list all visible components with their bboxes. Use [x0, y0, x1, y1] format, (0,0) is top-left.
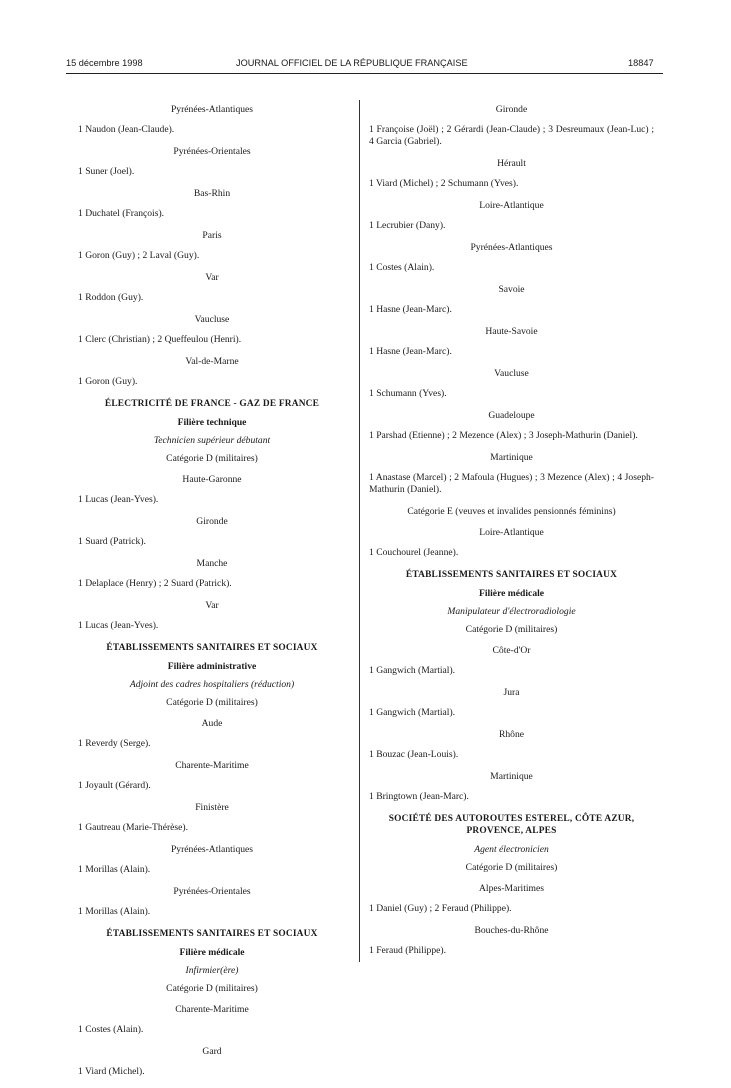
- entry-line: 1 Suard (Patrick).: [78, 536, 146, 547]
- entry-line: 1 Suner (Joel).: [78, 166, 135, 177]
- job-title: Agent électronicien: [474, 844, 549, 855]
- category-line: Catégorie D (militaires): [166, 453, 258, 464]
- job-title: Technicien supérieur débutant: [153, 435, 271, 446]
- department-heading: Pyrénées-Atlantiques: [170, 844, 254, 855]
- entry-line: 1 Hasne (Jean-Marc).: [369, 346, 452, 357]
- department-heading: Manche: [196, 558, 228, 569]
- entry-line: 1 Parshad (Etienne) ; 2 Mezence (Alex) ; 3 Joseph-Mathurin (Daniel).: [369, 430, 638, 441]
- header-page-number: 18847: [628, 58, 654, 68]
- entry-line: 1 Goron (Guy).: [78, 376, 138, 387]
- department-heading: Alpes-Maritimes: [478, 883, 544, 894]
- section-title: ÉTABLISSEMENTS SANITAIRES ET SOCIAUX: [106, 929, 318, 939]
- entry-line: 1 Duchatel (François).: [78, 208, 165, 219]
- entry-line: 1 Bringtown (Jean-Marc).: [369, 791, 469, 802]
- entry-line: 1 Delaplace (Henry) ; 2 Suard (Patrick).: [78, 578, 232, 589]
- category-line: Catégorie D (militaires): [465, 862, 558, 873]
- header-title: JOURNAL OFFICIEL DE LA RÉPUBLIQUE FRANÇAISE: [236, 58, 468, 68]
- category-line: Catégorie D (militaires): [465, 624, 558, 635]
- department-heading: Hérault: [497, 158, 526, 169]
- department-heading: Côte-d'Or: [492, 645, 531, 656]
- department-heading: Pyrénées-Atlantiques: [170, 104, 254, 115]
- entry-line: 1 Viard (Michel) ; 2 Schumann (Yves).: [369, 178, 519, 189]
- entry-line: 1 Lecrubier (Dany).: [369, 220, 446, 231]
- entry-line: 1 Daniel (Guy) ; 2 Feraud (Philippe).: [369, 903, 512, 914]
- department-heading: Loire-Atlantique: [479, 200, 544, 211]
- entry-line: 1 Bouzac (Jean-Louis).: [369, 749, 459, 760]
- department-heading: Gironde: [495, 104, 528, 115]
- department-heading: Gironde: [196, 516, 228, 527]
- category-line: Catégorie E (veuves et invalides pensionnés féminins): [407, 506, 616, 517]
- department-heading: Vaucluse: [194, 314, 230, 325]
- department-heading: Var: [205, 272, 219, 283]
- department-heading: Martinique: [490, 771, 533, 782]
- entry-line: 1 Schumann (Yves).: [369, 388, 447, 399]
- entry-line: 1 Gangwich (Martial).: [369, 665, 456, 676]
- department-heading: Gard: [202, 1046, 222, 1057]
- entry-line: 1 Hasne (Jean-Marc).: [369, 304, 452, 315]
- department-heading: Val-de-Marne: [185, 356, 239, 367]
- section-title: ÉTABLISSEMENTS SANITAIRES ET SOCIAUX: [405, 570, 618, 580]
- department-heading: Pyrénées-Orientales: [173, 146, 251, 157]
- header-rule: [66, 73, 663, 74]
- department-heading: Charente-Maritime: [175, 1004, 249, 1015]
- department-heading: Vaucluse: [494, 368, 529, 379]
- entry-line: 1 Clerc (Christian) ; 2 Queffeulou (Henri).: [78, 334, 242, 345]
- entry-line: 1 Roddon (Guy).: [78, 292, 144, 303]
- entry-line: 1 Gautreau (Marie-Thérèse).: [78, 822, 189, 833]
- entry-line: 1 Morillas (Alain).: [78, 906, 151, 917]
- entry-line: 1 Anastase (Marcel) ; 2 Mafoula (Hugues) ; 3 Mezence (Alex) ; 4 Joseph-Mathurin (Daniel).: [369, 472, 654, 495]
- entry-line: 1 Gangwich (Martial).: [369, 707, 456, 718]
- entry-line: 1 Joyault (Gérard).: [78, 780, 151, 791]
- filiere-title: Filière médicale: [179, 947, 245, 958]
- entry-line: 1 Costes (Alain).: [369, 262, 435, 273]
- department-heading: Finistère: [195, 802, 229, 813]
- department-heading: Aude: [201, 718, 223, 729]
- entry-line: 1 Reverdy (Serge).: [78, 738, 151, 749]
- entry-line: 1 Goron (Guy) ; 2 Laval (Guy).: [78, 250, 200, 261]
- department-heading: Pyrénées-Orientales: [173, 886, 251, 897]
- entry-line: 1 Lucas (Jean-Yves).: [78, 620, 159, 631]
- department-heading: Charente-Maritime: [175, 760, 249, 771]
- right-column: [369, 104, 654, 967]
- department-heading: Guadeloupe: [488, 410, 535, 421]
- left-column: [78, 104, 346, 1088]
- department-heading: Bouches-du-Rhône: [474, 925, 549, 936]
- entry-line: 1 Viard (Michel).: [78, 1066, 145, 1077]
- filiere-title: Filière technique: [177, 417, 247, 428]
- category-line: Catégorie D (militaires): [166, 697, 258, 708]
- job-title: Adjoint des cadres hospitaliers (réduction): [129, 679, 295, 690]
- section-title: ÉLECTRICITÉ DE FRANCE - GAZ DE FRANCE: [104, 399, 320, 409]
- department-heading: Haute-Savoie: [485, 326, 538, 337]
- entry-line: 1 Naudon (Jean-Claude).: [78, 124, 175, 135]
- header-date: 15 décembre 1998: [66, 58, 143, 68]
- entry-line: 1 Feraud (Philippe).: [369, 945, 447, 956]
- category-line: Catégorie D (militaires): [166, 983, 258, 994]
- department-heading: Rhône: [498, 729, 525, 740]
- column-divider: [359, 100, 360, 962]
- section-title: SOCIÉTÉ DES AUTOROUTES ESTEREL, CÔTE AZUR, PROVENCE, ALPES: [388, 814, 635, 836]
- department-heading: Martinique: [490, 452, 533, 463]
- entry-line: 1 Lucas (Jean-Yves).: [78, 494, 159, 505]
- section-title: ÉTABLISSEMENTS SANITAIRES ET SOCIAUX: [106, 643, 318, 653]
- job-title: Infirmier(ère): [185, 965, 239, 976]
- department-heading: Haute-Garonne: [182, 474, 242, 485]
- department-heading: Jura: [503, 687, 520, 698]
- department-heading: Bas-Rhin: [193, 188, 231, 199]
- department-heading: Paris: [202, 230, 222, 241]
- filiere-title: Filière administrative: [167, 661, 257, 672]
- entry-line: 1 Costes (Alain).: [78, 1024, 144, 1035]
- job-title: Manipulateur d'électroradiologie: [447, 606, 576, 617]
- department-heading: Var: [205, 600, 219, 611]
- department-heading: Pyrénées-Atlantiques: [470, 242, 553, 253]
- department-heading: Savoie: [498, 284, 525, 295]
- department-heading: Loire-Atlantique: [479, 527, 544, 538]
- entry-line: 1 Morillas (Alain).: [78, 864, 151, 875]
- entry-line: 1 Françoise (Joël) ; 2 Gérardi (Jean-Claude) ; 3 Desreumaux (Jean-Luc) ; 4 Garcia (Gabriel).: [369, 124, 654, 147]
- entry-line: 1 Couchourel (Jeanne).: [369, 547, 459, 558]
- filiere-title: Filière médicale: [478, 588, 545, 599]
